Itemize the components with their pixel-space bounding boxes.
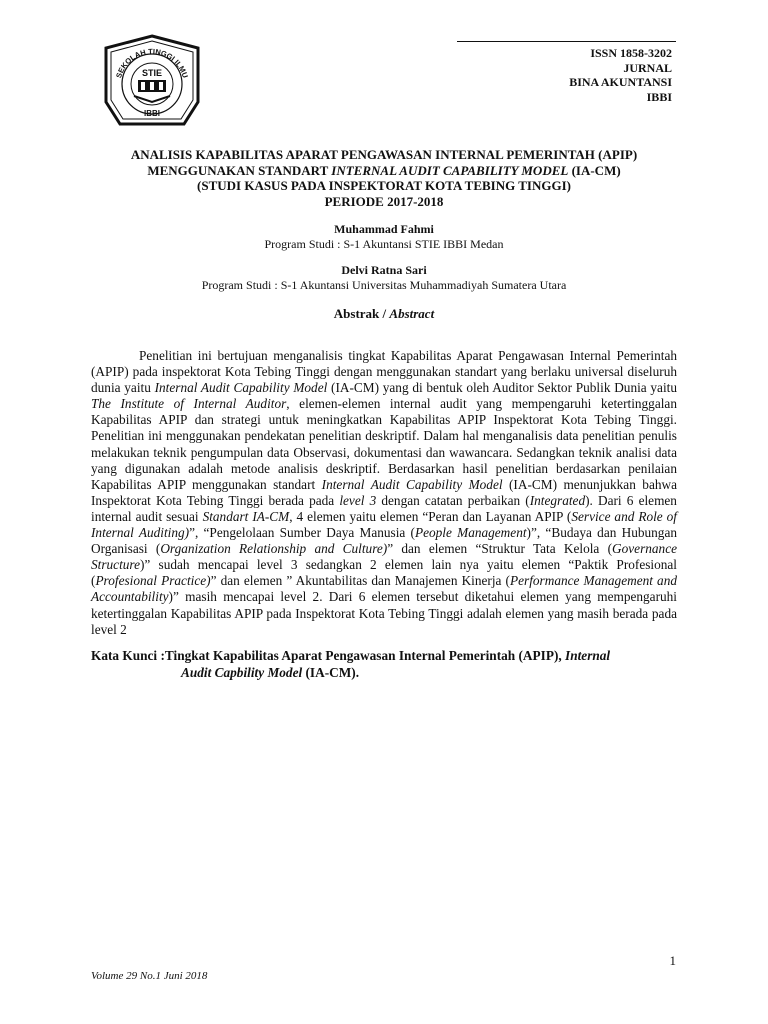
keywords-italic: Audit Capbility Model — [181, 665, 303, 680]
abstract-text: Penelitian ini bertujuan menganalisis tingkat Kapabilitas Aparat Pengawasan Internal Pemerintah (APIP) pada inspektorat Kota Tebing Tinggi dengan menggunakan standart yang berlaku universal diseluruh dunia yaitu — [91, 348, 677, 396]
abstract-italic: Organization Relationship and Culture) — [160, 541, 388, 557]
author-1-affiliation: Program Studi : S-1 Akuntansi STIE IBBI Medan — [264, 237, 504, 251]
title-line-2-c: (IA-CM) — [568, 162, 621, 178]
footer-volume: Volume 29 No.1 Juni 2018 — [91, 970, 208, 982]
abstract-text: ” dan elemen “Struktur Tata Kelola ( — [387, 541, 613, 557]
abstract-italic: Internal Audit Capability Model — [154, 380, 328, 396]
abstract-text: , elemen-elemen internal audit yang mempengaruhi ketertinggalan Kapabilitas APIP dan strategi untuk meningkatkan Kapabilitas APIP Inspektorat Kota Tebing Tinggi. Penelitian ini menggunakan pendekatan penelitian deskriptif. Dalam hal menganalisis data penelitian penulis melakukan teknik pengumpulan data Observasi, dokumentasi dan wawancara. Sedangkan teknik analisi data yang digunakan adalah metode analisis deskriptif. Berdasarkan hasil penelitian berdasarkan penilaian Kapabilitas APIP menggunakan standart — [91, 396, 677, 492]
issn: ISSN 1858-3202 — [590, 46, 672, 60]
author-2 — [90, 263, 678, 293]
abstract-text: ”, “Pengelolaan Sumber Daya Manusia ( — [189, 525, 415, 541]
author-1-name: Muhammad Fahmi — [334, 222, 434, 236]
keywords-label: Kata Kunci : — [91, 648, 165, 663]
abstract-italic: Governance Structure — [91, 541, 677, 573]
abstract-italic: Performance Management and Accountability — [91, 573, 677, 605]
abstract-text: )”, “Budaya dan Hubungan Organisasi ( — [91, 525, 678, 557]
abstract-text: dengan catatan perbaikan ( — [376, 492, 530, 508]
keywords-text: (IA-CM). — [302, 665, 360, 680]
abstract-italic: Standart IA-CM — [202, 508, 290, 524]
header-rule — [457, 41, 676, 42]
abstract-text: )” sudah mencapai level 3 sedangkan 2 elemen lain nya yaitu elemen “Paktik Profesional ( — [91, 557, 677, 589]
abstract-italic: The Institute of Internal Auditor — [91, 396, 287, 412]
logo-arc-text: SEKOLAH TINGGI ILMU — [114, 46, 190, 80]
abstract-text: )” masih mencapai level 2. Dari 6 elemen tersebut diketahui elemen yang mempengaruhi ketertinggalan Kapabilitas APIP pada Inspektorat Kota Tebing Tinggi adalah elemen yang masih berada pada level 2 — [91, 589, 677, 637]
abstract-italic: Service and Role of Internal Auditing) — [91, 508, 677, 541]
abstract-italic: Integrated — [529, 492, 586, 508]
abstract-italic: People Management — [414, 525, 527, 541]
abstract-italic: level 3 — [339, 492, 377, 508]
keywords-text: Tingkat Kapabilitas Aparat Pengawasan Internal Pemerintah (APIP), — [164, 648, 566, 663]
abstract-text: (IA-CM) yang di bentuk oleh Auditor Sektor Publik Dunia yaitu — [327, 380, 677, 396]
author-2-name: Delvi Ratna Sari — [341, 263, 427, 277]
keywords — [91, 647, 677, 681]
abstract-heading-a: Abstrak / — [333, 306, 390, 321]
abstract-italic: Internal Audit Capability Model — [321, 476, 503, 492]
author-1 — [90, 222, 678, 252]
abstract-body — [91, 348, 677, 638]
paper-title — [90, 147, 678, 209]
title-line-2 — [90, 163, 678, 179]
abstract-italic: Profesional Practice) — [95, 573, 211, 589]
abstract-text: ” dan elemen ” Akuntabilitas dan Manajemen Kinerja ( — [210, 573, 510, 589]
abstract-text: (IA-CM) menunjukkan bahwa Inspektorat Kota Tebing Tinggi berada pada — [91, 476, 677, 508]
title-line-2-italic: INTERNAL AUDIT CAPABILITY MODEL — [331, 162, 569, 178]
journal-line-3: IBBI — [646, 89, 672, 104]
title-line-4: PERIODE 2017-2018 — [324, 193, 444, 209]
abstract-heading — [90, 306, 678, 322]
logo-center-text: STIE — [141, 68, 163, 78]
logo-bottom-text: IBBI — [144, 109, 160, 118]
keywords-italic: Internal — [565, 648, 611, 663]
stie-ibbi-logo — [100, 32, 204, 136]
abstract-text: ). Dari 6 elemen internal audit sesuai — [91, 492, 677, 524]
abstract-text: , 4 elemen yaitu elemen “Peran dan Layanan APIP ( — [289, 508, 572, 524]
title-line-1: ANALISIS KAPABILITAS APARAT PENGAWASAN INTERNAL PEMERINTAH (APIP) — [130, 147, 638, 162]
abstract-heading-b: Abstract — [389, 306, 435, 321]
journal-line-1: JURNAL — [623, 60, 672, 75]
title-line-2-a: MENGGUNAKAN STANDART — [147, 162, 332, 178]
journal-line-2: BINA AKUNTANSI — [569, 75, 672, 89]
page-number: 1 — [669, 953, 676, 968]
title-line-3: (STUDI KASUS PADA INSPEKTORAT KOTA TEBING TINGGI) — [197, 178, 571, 193]
journal-info — [569, 46, 672, 104]
author-2-affiliation: Program Studi : S-1 Akuntansi Universitas Muhammadiyah Sumatera Utara — [201, 278, 567, 292]
